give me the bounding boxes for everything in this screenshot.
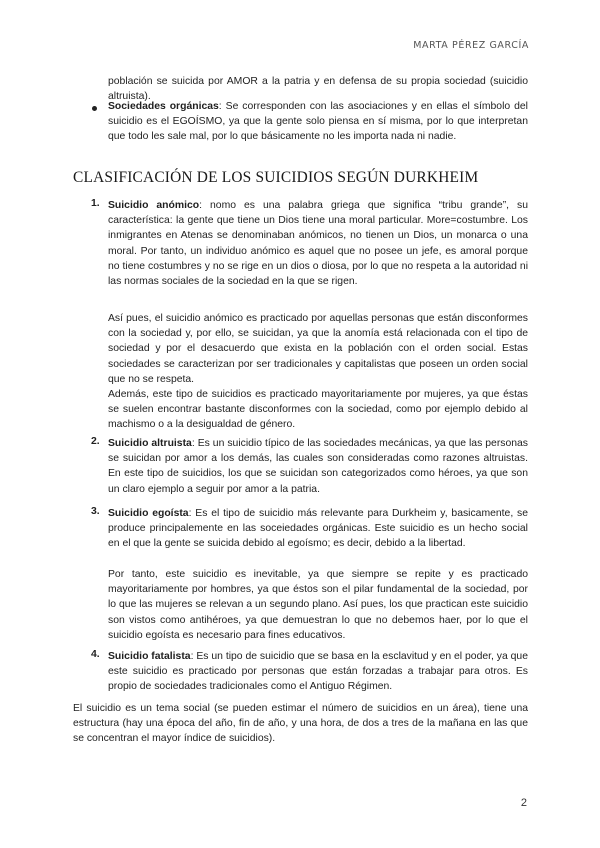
item-term: Suicidio altruista: [108, 438, 192, 449]
item-body: : Es un suicidio típico de las sociedades mecánicas, ya que las personas se suicidan por amor a los demás, las cuales son consideradas como razones altruistas. En este tipo de suicidios, los que se suicidan son categorizados como héroes, ya que son un claro ejemplo a seguir por amor a la patria.: [108, 438, 529, 495]
continuation-paragraph: población se suicida por AMOR a la patria y en defensa de su propia sociedad (suicidio altruista).: [108, 76, 528, 103]
bullet-term: Sociedades orgánicas: [108, 101, 219, 112]
author-header: MARTA PÉREZ GARCÍA: [413, 40, 529, 51]
item-altruistic-text: [108, 436, 528, 497]
item-anomic-paragraph-2: Así pues, el suicidio anómico es practicado por aquellas personas que están disconformes con la sociedad y, por ello, se suicidan, ya que la anomía está relacionada con el tipo de sociedad y por el desacuerdo que exista en la población con el orden social. Estas sociedades se caracterizan por ser tradicionales y capitalistas que poseen un orden social que no se respeta.: [108, 313, 528, 385]
item-anomic-paragraph-3: Además, este tipo de suicidios es practicado mayoritariamente por mujeres, ya que éstas se suelen encontrar bastante disconformes con la sociedad, como por ejemplo debido al machismo o a la desigualdad de género.: [108, 389, 528, 431]
item-number: 3.: [91, 506, 100, 517]
closing-paragraph: El suicidio es un tema social (se pueden estimar el número de suicidios en un área), tiene una estructura (hay una época del año, fin de año, y una hora, de dos a tres de la mañana en las que se concentran el mayor índice de suicidios).: [73, 703, 528, 745]
item-term: Suicidio egoísta: [108, 508, 189, 519]
item-number: 2.: [91, 436, 100, 447]
item-number: 1.: [91, 198, 100, 209]
item-fatalistic-text: [108, 649, 528, 695]
item-egoistic-text: [108, 506, 528, 552]
item-body: : Es un tipo de suicidio que se basa en la esclavitud y en el poder, ya que este suicidio es practicado por personas que están forzadas a trabajar para otros. Es propio de sociedades tradicionales como el Antiguo Régimen.: [108, 651, 528, 693]
item-term: Suicidio fatalista: [108, 651, 191, 662]
item-anomic-text: [108, 198, 528, 289]
item-body: : nomo es una palabra griega que significa “tribu grande”, su característica: la gente que tiene un Dios tiene una moral particular. More=costumbre. Los inmigrantes en Atenas se denominaban anómicos, no tienen un Dios, un monarca o una moral. Por tanto, un individuo anómico es aquel que no posee un jefe, es amoral porque no tiene costumbres y no se rige en un dios o diosa, por lo que no respeta a la autoridad ni las normas sociales de la sociedad en la que se rigen.: [108, 200, 529, 288]
bullet-organic-societies: [108, 99, 528, 145]
bullet-dot: [92, 106, 97, 111]
item-term: Suicidio anómico: [108, 200, 200, 211]
item-body: : Es el tipo de suicidio más relevante para Durkheim y, basicamente, se produce principalemente en las soceiedades orgánicas. Este suicidio es un hecho social en el que la gente se suicida debido al egoísmo; es decir, debido a la libertad.: [108, 508, 528, 550]
bullet-text: : Se corresponden con las asociaciones y en ellas el símbolo del suicidio es el EGOÍSMO, ya que la gente solo piensa en sí misma, por lo que interpretan que todo les sale mal, por lo que básicamente no les importa nada ni nadie.: [108, 101, 528, 143]
item-egoistic-paragraph-2: Por tanto, este suicidio es inevitable, ya que siempre se repite y es practicado mayoritariamente por hombres, ya que éstos son el pilar fundamental de la sociedad, por lo que las mujeres se relevan a un segundo plano. Así pues, los que practican este suicidio son vistos como antihéroes, ya que demuestran lo que no debemos haer, por lo que el suicidio egoísta es necesario para fines educativos.: [108, 569, 528, 641]
section-title: CLASIFICACIÓN DE LOS SUICIDIOS SEGÚN DURKHEIM: [73, 169, 479, 186]
item-number: 4.: [91, 649, 100, 660]
page-number: 2: [520, 797, 527, 809]
